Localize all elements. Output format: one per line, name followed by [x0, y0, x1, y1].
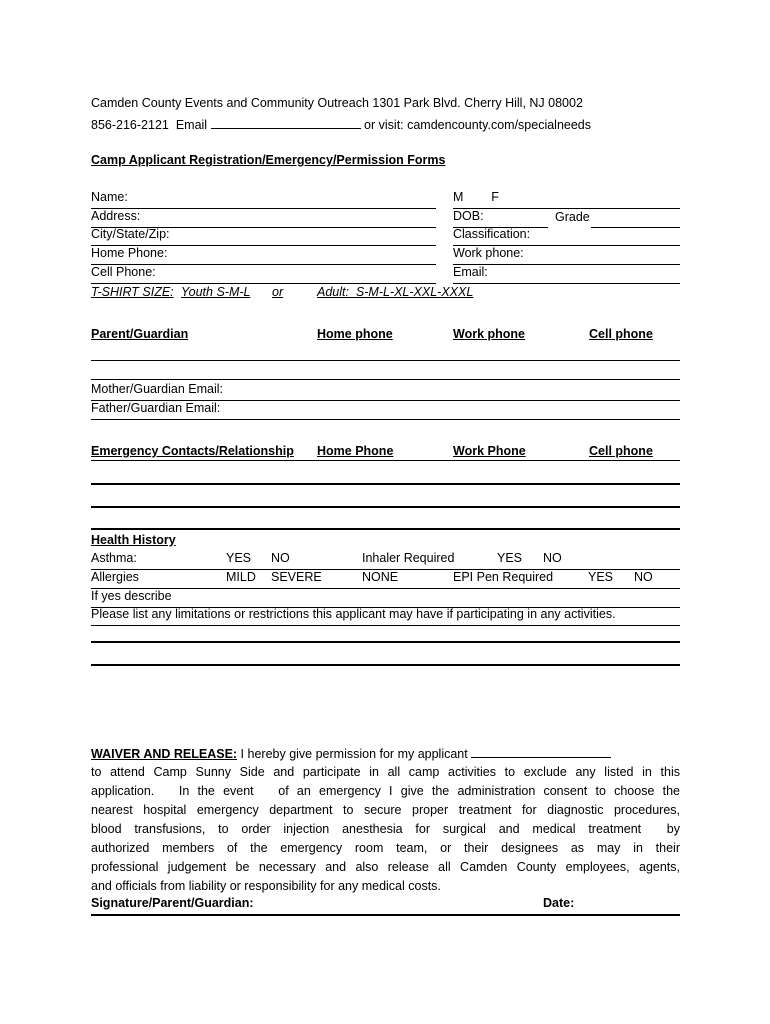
- signature-label: Signature/Parent/Guardian:: [91, 896, 254, 910]
- tshirt-adult-option[interactable]: Adult: S-M-L-XL-XXL-XXXL: [317, 285, 474, 299]
- father-email-label: Father/Guardian Email:: [91, 401, 221, 415]
- limitations-prompt: Please list any limitations or restrictions this applicant may have if participating in any activities.: [91, 607, 616, 621]
- waiver-text-line: nearest hospital emergency department to secure proper treatment for diagnostic procedures,: [91, 803, 680, 817]
- mother-email-field[interactable]: [91, 382, 680, 401]
- address-field[interactable]: [91, 209, 436, 228]
- name-field[interactable]: [91, 190, 436, 209]
- inhaler-yes-option[interactable]: YES: [497, 551, 523, 565]
- parent-cell-phone-header: Cell phone: [589, 327, 653, 341]
- header-contact-line: [91, 115, 591, 133]
- allergies-mild-option[interactable]: MILD: [226, 570, 256, 584]
- limitations-row: [91, 607, 680, 626]
- emergency-cell-phone-header: Cell phone: [589, 444, 653, 458]
- parent-guardian-header: Parent/Guardian: [91, 327, 189, 341]
- allergies-label: Allergies: [91, 570, 139, 584]
- epi-yes-option[interactable]: YES: [588, 570, 614, 584]
- emergency-entry-line-3[interactable]: [91, 528, 680, 530]
- parent-entry-line-1[interactable]: [91, 360, 680, 361]
- city-state-zip-label: City/State/Zip:: [91, 227, 170, 241]
- classification-field[interactable]: [453, 227, 680, 246]
- waiver-text-line: and officials from liability or responsibility for any medical costs.: [91, 879, 441, 893]
- tshirt-label: T-SHIRT SIZE:: [91, 285, 174, 299]
- cell-phone-label: Cell Phone:: [91, 265, 156, 279]
- emergency-entry-line-2[interactable]: [91, 506, 680, 508]
- tshirt-or: or: [272, 285, 284, 299]
- email-label: Email:: [453, 265, 488, 279]
- asthma-label: Asthma:: [91, 551, 137, 565]
- signature-row[interactable]: [91, 896, 680, 916]
- allergies-none-option[interactable]: NONE: [362, 570, 399, 584]
- work-phone-field[interactable]: [453, 246, 680, 265]
- gender-field[interactable]: [453, 190, 680, 209]
- waiver-text-line: professional judgement be necessary and also release all Camden County employees, agents,: [91, 860, 680, 874]
- address-label: Address:: [91, 209, 141, 223]
- asthma-row: [91, 551, 680, 570]
- home-phone-label: Home Phone:: [91, 246, 168, 260]
- emergency-work-phone-header: Work Phone: [453, 444, 526, 458]
- name-label: Name:: [91, 190, 128, 204]
- header-address-line: Camden County Events and Community Outreach 1301 Park Blvd. Cherry Hill, NJ 08002: [91, 96, 583, 110]
- mother-email-label: Mother/Guardian Email:: [91, 382, 224, 396]
- emergency-header-rule: [91, 460, 680, 461]
- tshirt-youth-option[interactable]: Youth S-M-L: [181, 285, 251, 299]
- form-title: Camp Applicant Registration/Emergency/Permission Forms: [91, 153, 446, 167]
- inhaler-required-label: Inhaler Required: [362, 551, 455, 565]
- parent-entry-line-2[interactable]: [91, 379, 680, 380]
- gender-label: M F: [453, 190, 499, 204]
- waiver-text-line: to attend Camp Sunny Side and participate in all camp activities to exclude any listed in this: [91, 765, 680, 779]
- limitations-entry-line-2[interactable]: [91, 664, 680, 666]
- home-phone-field[interactable]: [91, 246, 436, 265]
- waiver-text-line: authorized members of the emergency room team, or their designees as may in their: [91, 841, 680, 855]
- epi-pen-required-label: EPI Pen Required: [453, 570, 554, 584]
- epi-no-option[interactable]: NO: [634, 570, 653, 584]
- date-label: Date:: [543, 896, 575, 910]
- inhaler-no-option[interactable]: NO: [543, 551, 562, 565]
- if-yes-describe-label: If yes describe: [91, 589, 172, 603]
- work-phone-label: Work phone:: [453, 246, 524, 260]
- health-history-title: Health History: [91, 533, 176, 547]
- waiver-text-line: application. In the event of an emergency I give the administration consent to choose the: [91, 784, 680, 798]
- asthma-no-option[interactable]: NO: [271, 551, 290, 565]
- waiver-heading-line: [91, 744, 611, 762]
- applicant-name-blank[interactable]: [471, 744, 611, 758]
- emergency-home-phone-header: Home Phone: [317, 444, 394, 458]
- allergies-row: [91, 570, 680, 589]
- allergies-severe-option[interactable]: SEVERE: [271, 570, 322, 584]
- cell-phone-field[interactable]: [91, 265, 436, 284]
- parent-work-phone-header: Work phone: [453, 327, 525, 341]
- email-field[interactable]: [453, 265, 680, 284]
- waiver-title: WAIVER AND RELEASE:: [91, 747, 238, 761]
- limitations-entry-line-1[interactable]: [91, 641, 680, 643]
- if-yes-describe-field[interactable]: [91, 589, 680, 608]
- city-state-zip-field[interactable]: [91, 227, 436, 246]
- grade-field[interactable]: [591, 209, 680, 228]
- asthma-yes-option[interactable]: YES: [226, 551, 252, 565]
- header-email-blank[interactable]: [211, 115, 361, 129]
- dob-label: DOB:: [453, 209, 484, 223]
- parent-home-phone-header: Home phone: [317, 327, 393, 341]
- classification-label: Classification:: [453, 227, 531, 241]
- dob-field[interactable]: [453, 209, 548, 228]
- waiver-text-line: blood transfusions, to order injection anesthesia for surgical and medical treatment by: [91, 822, 680, 836]
- header-email-label: Email: [175, 118, 208, 132]
- emergency-contacts-header: Emergency Contacts/Relationship: [91, 444, 294, 458]
- grade-label: Grade: [555, 210, 590, 224]
- waiver-intro: I hereby give permission for my applicant: [237, 747, 468, 761]
- header-phone: 856-216-2121: [91, 118, 169, 132]
- emergency-entry-line-1[interactable]: [91, 483, 680, 485]
- header-visit-text: or visit: camdencounty.com/specialneeds: [364, 118, 592, 132]
- father-email-field[interactable]: [91, 401, 680, 420]
